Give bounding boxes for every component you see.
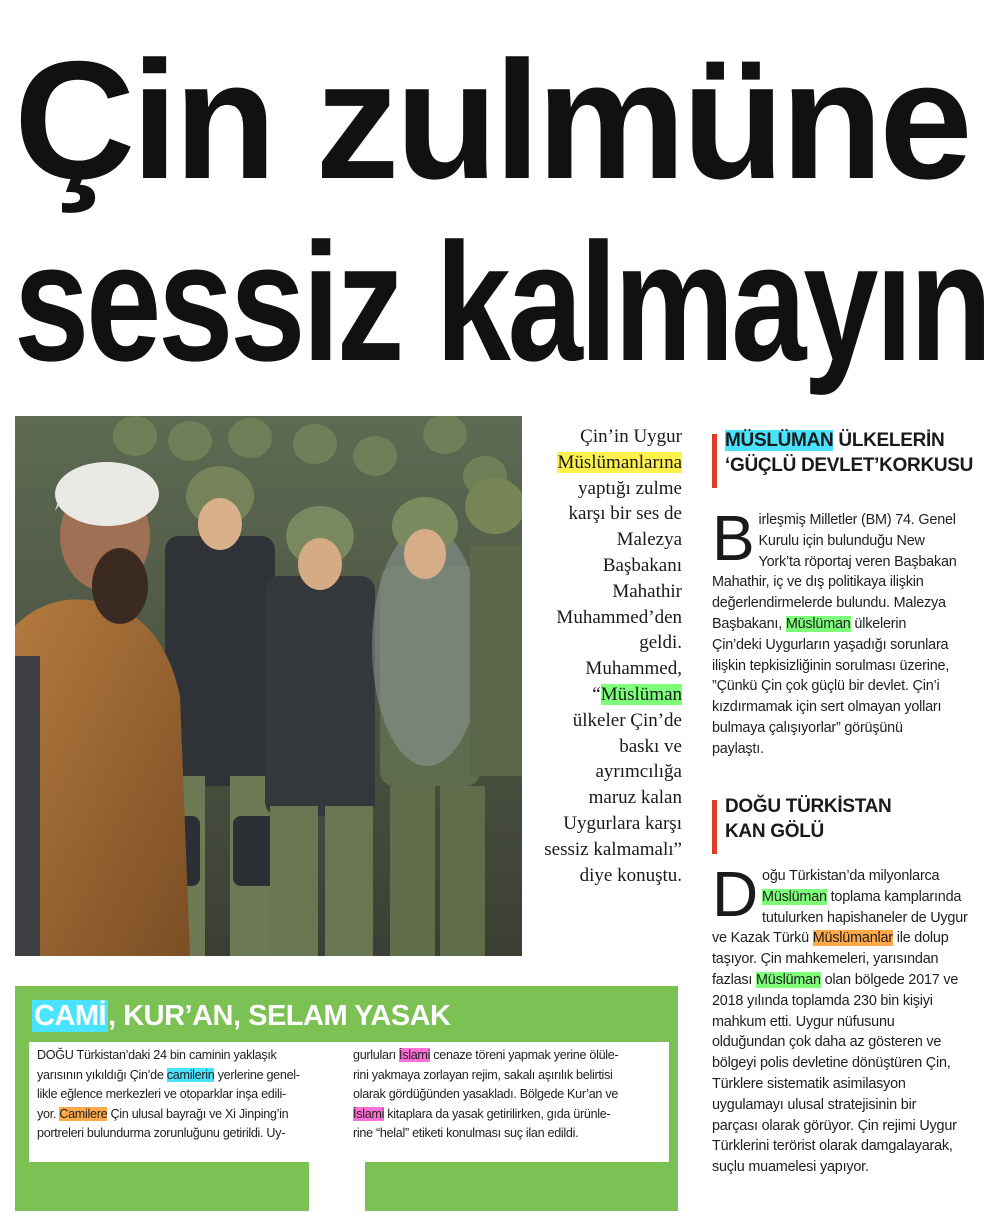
lead-line: Muhammed, <box>585 658 682 680</box>
lead-line: karşı bir ses de <box>568 503 682 525</box>
lead-line: maruz kalan <box>588 787 682 809</box>
section2-line: oğu Türkistan’da milyonlarca <box>762 868 940 884</box>
section2-line: bölgeyi polis devletine dönüştüren Çin, <box>712 1055 951 1072</box>
lead-line: Muhammed’den <box>556 606 682 628</box>
ban-box-line: likle eğlence merkezleri ve otoparklar inşa edili- <box>37 1087 286 1102</box>
headline-line-2: sessiz kalmayın <box>14 208 990 396</box>
subhead-accent-bar <box>712 434 717 488</box>
riot-police-photo-icon <box>15 416 522 956</box>
section1-line: York’ta röportaj veren Başbakan <box>758 553 957 570</box>
highlighted-word: İslami <box>399 1048 431 1062</box>
ban-box-line: yarısının yıkıldığı Çin’de camilerin yerlerine genel- <box>37 1067 300 1082</box>
lead-line: ülkeler Çin’de <box>572 709 682 731</box>
lead-line: Başbakanı <box>602 554 682 576</box>
section1-line: Mahathir, iç ve dış politikaya ilişkin <box>712 574 924 591</box>
lead-line: Malezya <box>616 529 682 551</box>
ban-box-line: portreleri bulundurma zorunluğunu getirildi. Uy- <box>37 1126 286 1141</box>
lead-line: Uygurlara karşı <box>563 812 682 834</box>
section2-line: fazlası Müslüman olan bölgede 2017 ve <box>712 971 959 988</box>
section2-line: olduğundan çok daha az gösteren ve <box>712 1034 942 1051</box>
ban-box-notch <box>309 1162 365 1211</box>
lead-line: “Müslüman <box>592 683 682 705</box>
section2-line: parçası olarak görüyor. Çin rejimi Uygur <box>712 1117 957 1134</box>
highlighted-word: Müslüman <box>756 971 821 988</box>
ban-box-line: olarak gördüğünden yasakladı. Bölgede Kur’an ve <box>353 1087 619 1102</box>
section2-line: Müslüman toplama kamplarında <box>762 888 962 905</box>
ban-box-line: rini yakmaya zorlayan rejim, sakalı aşırılık belirtisi <box>353 1067 613 1082</box>
section2-line: Türklerini terörist olarak damgalayarak, <box>712 1138 953 1155</box>
section2-line: uygulamayı ulusal stratejisinin bir <box>712 1096 917 1113</box>
section1-line: irleşmiş Milletler (BM) 74. Genel <box>758 512 956 528</box>
lead-line <box>532 450 682 476</box>
ban-box-line: yor. Camilere Çin ulusal bayrağı ve Xi Jinping’in <box>37 1106 289 1121</box>
section2-dropcap: D <box>712 858 759 930</box>
section1-line: Çin’deki Uygurların yaşadığı sorunlara <box>712 636 949 653</box>
lead-line: baskı ve <box>619 735 682 757</box>
section-east-turkistan <box>712 794 984 844</box>
section-muslim-countries <box>712 428 984 478</box>
section2-line: suçlu muamelesi yapıyor. <box>712 1159 869 1176</box>
highlighted-word: Müslüman <box>600 683 682 705</box>
ban-box-column-1 <box>37 1046 337 1144</box>
ban-box-line: rine “helal” etiketi konulması suç ilan edildi. <box>353 1126 579 1141</box>
section1-title-line2: ‘GÜÇLÜ DEVLET’KORKUSU <box>725 455 974 476</box>
section1-line: ”Çünkü Çin çok güçlü bir devlet. Çin’i <box>712 678 940 695</box>
section1-line: kızdırmamak için sert olmayan yolları <box>712 699 942 716</box>
section2-line: ve Kazak Türkü Müslümanlar ile dolup <box>712 930 949 947</box>
ban-box-line: İslami kitaplara da yasak getirilirken, gıda ürünle- <box>353 1106 611 1121</box>
highlighted-word: İslami <box>353 1106 385 1121</box>
section1-line: Başbakanı, Müslüman ülkelerin <box>712 615 907 632</box>
highlighted-word: Müslüman <box>785 615 851 632</box>
section2-line: 2018 yılında toplamda 230 bin kişiyi <box>712 992 933 1009</box>
subhead-accent-bar <box>712 800 717 854</box>
section1-line: değerlendirmelerde bulundu. Malezya <box>712 595 946 612</box>
lead-line: ayrımcılığa <box>595 761 682 783</box>
section2-line: Türklere sistematik asimilasyon <box>712 1075 906 1092</box>
lead-paragraph <box>532 424 682 888</box>
lead-line: yaptığı zulme <box>578 477 682 499</box>
section1-body <box>712 502 984 760</box>
news-photo <box>15 416 522 956</box>
highlighted-word: Müslümanlar <box>812 930 893 947</box>
section1-dropcap: B <box>712 502 755 574</box>
ban-box-line: gurluları İslami cenaze töreni yapmak yerine ölüle- <box>353 1048 619 1062</box>
lead-line: sessiz kalmamalı” <box>544 838 682 860</box>
lead-line: Mahathir <box>612 580 682 602</box>
highlighted-word: Müslümanlarına <box>557 451 682 473</box>
section1-title: MÜSLÜMAN ÜLKELERİN ‘GÜÇLÜ DEVLET’KORKUSU <box>725 430 974 476</box>
ban-box-title: CAMİ, KUR’AN, SELAM YASAK <box>34 1000 451 1032</box>
section2-line: taşıyor. Çin mahkemeleri, yarısından <box>712 951 939 968</box>
section1-title-highlight: MÜSLÜMAN <box>725 430 834 451</box>
lead-line: Çin’in Uygur <box>580 426 682 447</box>
section2-line: mahkum etti. Uygur nüfusunu <box>712 1013 895 1030</box>
section2-title: DOĞU TÜRKİSTAN KAN GÖLÜ <box>725 796 892 842</box>
headline-line-1: Çin zulmüne <box>14 26 969 214</box>
section1-line: bulmaya çalışıyorlar” görüşünü <box>712 719 903 736</box>
section1-line: ilişkin tepkisizliğinin sorulması üzerine, <box>712 657 950 674</box>
highlighted-word: camilerin <box>166 1067 215 1082</box>
lead-line: geldi. <box>639 632 682 654</box>
ban-box-column-2 <box>353 1046 653 1144</box>
highlighted-word: Müslüman <box>762 888 827 905</box>
ban-box <box>15 986 678 1211</box>
ban-box-line: DOĞU Türkistan’daki 24 bin caminin yaklaşık <box>37 1048 277 1062</box>
section1-line: paylaştı. <box>712 740 764 757</box>
section2-body <box>712 858 984 1178</box>
lead-line: diye konuştu. <box>579 864 682 886</box>
section1-line: Kurulu için bulunduğu New <box>758 532 925 549</box>
section2-line: tutulurken hapishaneler de Uygur <box>762 909 968 926</box>
highlighted-word: Camilere <box>59 1106 108 1121</box>
